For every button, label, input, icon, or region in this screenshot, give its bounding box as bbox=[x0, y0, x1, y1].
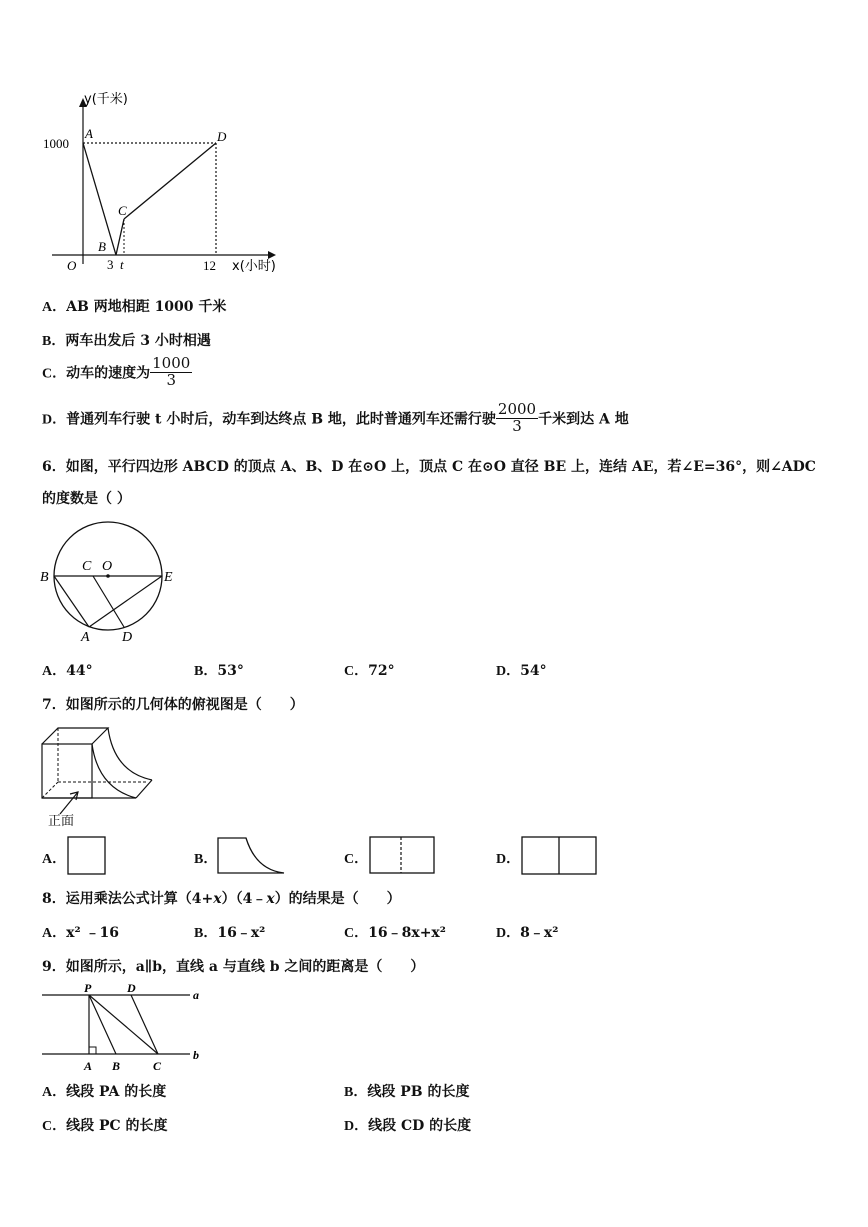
right-angle-mark bbox=[89, 1047, 96, 1054]
label-origin: O bbox=[67, 258, 77, 273]
option-text: 动车的速度为 bbox=[66, 365, 151, 382]
x-axis-arrow bbox=[268, 251, 276, 259]
option-letter: B． bbox=[42, 334, 66, 349]
y-tick-1000: 1000 bbox=[43, 136, 69, 151]
top-face bbox=[42, 728, 108, 744]
option-text: 线段 PB 的长度 bbox=[367, 1084, 470, 1100]
option-letter: A． bbox=[42, 300, 67, 315]
label-b-line: b bbox=[193, 1048, 199, 1062]
x-tick-t: t bbox=[120, 257, 124, 272]
stem-suffix: ）的结果是（ ） bbox=[274, 891, 401, 907]
option-letter: D． bbox=[344, 1119, 369, 1134]
q9-option-b[interactable] bbox=[344, 1081, 469, 1101]
segment-pc bbox=[89, 995, 158, 1054]
option-text: x² ﹣16 bbox=[66, 925, 119, 941]
option-text: 44° bbox=[66, 663, 93, 679]
rectangle-shape bbox=[370, 837, 434, 873]
q8-option-c[interactable] bbox=[344, 922, 446, 942]
fraction-denominator: 3 bbox=[166, 370, 176, 389]
q9-option-c[interactable] bbox=[42, 1115, 168, 1135]
option-text: 线段 PC 的长度 bbox=[66, 1118, 168, 1134]
fraction-numerator: 1000 bbox=[152, 354, 191, 372]
stem-prefix: 8．运用乘法公式计算（4+ bbox=[42, 891, 214, 907]
label-c-point: C bbox=[153, 1059, 162, 1073]
q6-option-b[interactable] bbox=[194, 660, 244, 680]
option-text: 54° bbox=[520, 663, 547, 679]
q6-stem-line2: 的度数是（ ） bbox=[42, 491, 131, 507]
x-tick-12: 12 bbox=[203, 258, 216, 273]
option-letter: D． bbox=[496, 664, 521, 679]
option-letter: D． bbox=[496, 852, 521, 867]
q9-option-d[interactable] bbox=[344, 1115, 471, 1135]
fraction bbox=[496, 402, 538, 435]
option-text: 线段 CD 的长度 bbox=[368, 1118, 472, 1134]
label-b-point: B bbox=[112, 1059, 121, 1073]
option-letter: A． bbox=[42, 926, 67, 941]
square-shape bbox=[68, 837, 105, 874]
q5-option-c[interactable] bbox=[42, 356, 192, 389]
option-text: 两车出发后 3 小时相遇 bbox=[65, 333, 211, 349]
q7-option-c[interactable] bbox=[344, 848, 368, 868]
label-c: C bbox=[118, 203, 127, 218]
q8-option-a[interactable] bbox=[42, 922, 119, 942]
right-edge bbox=[136, 780, 152, 798]
option-text-after: 千米到达 A 地 bbox=[538, 411, 629, 428]
stem-middle: ）（4﹣ bbox=[221, 891, 267, 907]
stem-variable: x bbox=[266, 891, 275, 907]
segment-ae bbox=[89, 576, 162, 627]
label-d: D bbox=[127, 981, 136, 995]
q5-option-d[interactable] bbox=[42, 402, 629, 435]
hidden-edge-diag bbox=[42, 782, 58, 798]
label-o: O bbox=[102, 559, 113, 574]
q7-option-a[interactable] bbox=[42, 848, 66, 868]
circle-parallelogram-figure bbox=[38, 520, 188, 648]
front-label: 正面 bbox=[48, 814, 75, 829]
y-axis-label: y(千米) bbox=[84, 92, 128, 107]
option-text: 普通列车行驶 t 小时后，动车到达终点 B 地，此时普通列车还需行驶 bbox=[66, 411, 496, 428]
curve-back bbox=[108, 728, 152, 780]
label-e: E bbox=[164, 570, 173, 585]
label-a-point: A bbox=[84, 1059, 93, 1073]
option-letter: B． bbox=[194, 926, 218, 941]
option-letter: A． bbox=[42, 1085, 67, 1100]
label-a: A bbox=[85, 126, 93, 141]
q8-stem bbox=[42, 888, 401, 908]
segment-ba bbox=[54, 576, 89, 627]
option-letter: C． bbox=[42, 1119, 67, 1134]
option-letter: A． bbox=[42, 664, 67, 679]
q9-option-a[interactable] bbox=[42, 1081, 166, 1101]
option-letter: D． bbox=[42, 412, 67, 428]
q5-option-a[interactable] bbox=[42, 296, 226, 316]
q6-option-c[interactable] bbox=[344, 660, 395, 680]
label-a: A bbox=[81, 630, 90, 645]
segment-cd bbox=[124, 143, 216, 219]
q7-stem: 7．如图所示的几何体的俯视图是（ ） bbox=[42, 697, 304, 713]
option-text: 线段 PA 的长度 bbox=[66, 1084, 167, 1100]
segment-dc bbox=[131, 995, 158, 1054]
option-letter: C． bbox=[344, 852, 369, 867]
option-letter: D． bbox=[496, 926, 521, 941]
label-d: D bbox=[217, 129, 227, 144]
option-letter: C． bbox=[42, 366, 67, 382]
q7-option-b-figure[interactable] bbox=[216, 836, 288, 876]
fraction-numerator: 2000 bbox=[497, 400, 537, 418]
q9-stem: 9．如图所示，a∥b，直线 a 与直线 b 之间的距离是（ ） bbox=[42, 959, 425, 975]
x-tick-3: 3 bbox=[107, 257, 114, 272]
option-letter: A． bbox=[42, 852, 67, 867]
option-letter: B． bbox=[344, 1085, 368, 1100]
label-p: P bbox=[84, 981, 92, 995]
x-axis-label: x(小时) bbox=[232, 259, 276, 274]
q5-option-b[interactable] bbox=[42, 330, 211, 350]
fraction bbox=[150, 356, 192, 389]
option-letter: B． bbox=[194, 664, 218, 679]
center-dot bbox=[106, 574, 110, 578]
option-letter: C． bbox=[344, 926, 369, 941]
label-d: D bbox=[122, 630, 133, 645]
stem-variable: x bbox=[213, 891, 222, 907]
fraction-denominator: 3 bbox=[512, 416, 522, 435]
option-letter: B． bbox=[194, 852, 218, 867]
segment-pb bbox=[89, 995, 116, 1054]
segment-cd bbox=[93, 576, 124, 627]
q7-option-c-figure[interactable] bbox=[369, 836, 437, 876]
option-text: 16﹣8x+x² bbox=[368, 925, 446, 941]
q8-option-b[interactable] bbox=[194, 922, 265, 942]
label-a-line: a bbox=[193, 988, 199, 1002]
q8-option-d[interactable] bbox=[496, 922, 558, 942]
q7-option-d-figure[interactable] bbox=[521, 836, 599, 876]
curved-shape bbox=[218, 838, 284, 873]
q6-option-d[interactable] bbox=[496, 660, 547, 680]
option-text: 8﹣x² bbox=[520, 925, 559, 941]
curve-front bbox=[92, 744, 136, 798]
option-letter: C． bbox=[344, 664, 369, 679]
q7-option-a-figure[interactable] bbox=[67, 836, 107, 876]
q6-option-a[interactable] bbox=[42, 660, 93, 680]
label-c: C bbox=[82, 559, 92, 574]
q7-option-b[interactable] bbox=[194, 848, 217, 868]
option-text: 16﹣x² bbox=[217, 925, 266, 941]
label-b: B bbox=[98, 239, 106, 254]
option-text: 53° bbox=[217, 663, 244, 679]
label-b: B bbox=[40, 570, 49, 585]
option-text: AB 两地相距 1000 千米 bbox=[66, 299, 227, 315]
option-text: 72° bbox=[368, 663, 395, 679]
q6-stem-line1: 6．如图，平行四边形 ABCD 的顶点 A、B、D 在⊙O 上，顶点 C 在⊙O 直径 BE 上，连结 AE，若∠E=36°，则∠ADC bbox=[42, 459, 816, 475]
parallel-lines-figure bbox=[38, 980, 208, 1076]
segment-bc bbox=[116, 219, 124, 255]
q7-option-d[interactable] bbox=[496, 848, 520, 868]
distance-time-graph bbox=[40, 88, 290, 280]
